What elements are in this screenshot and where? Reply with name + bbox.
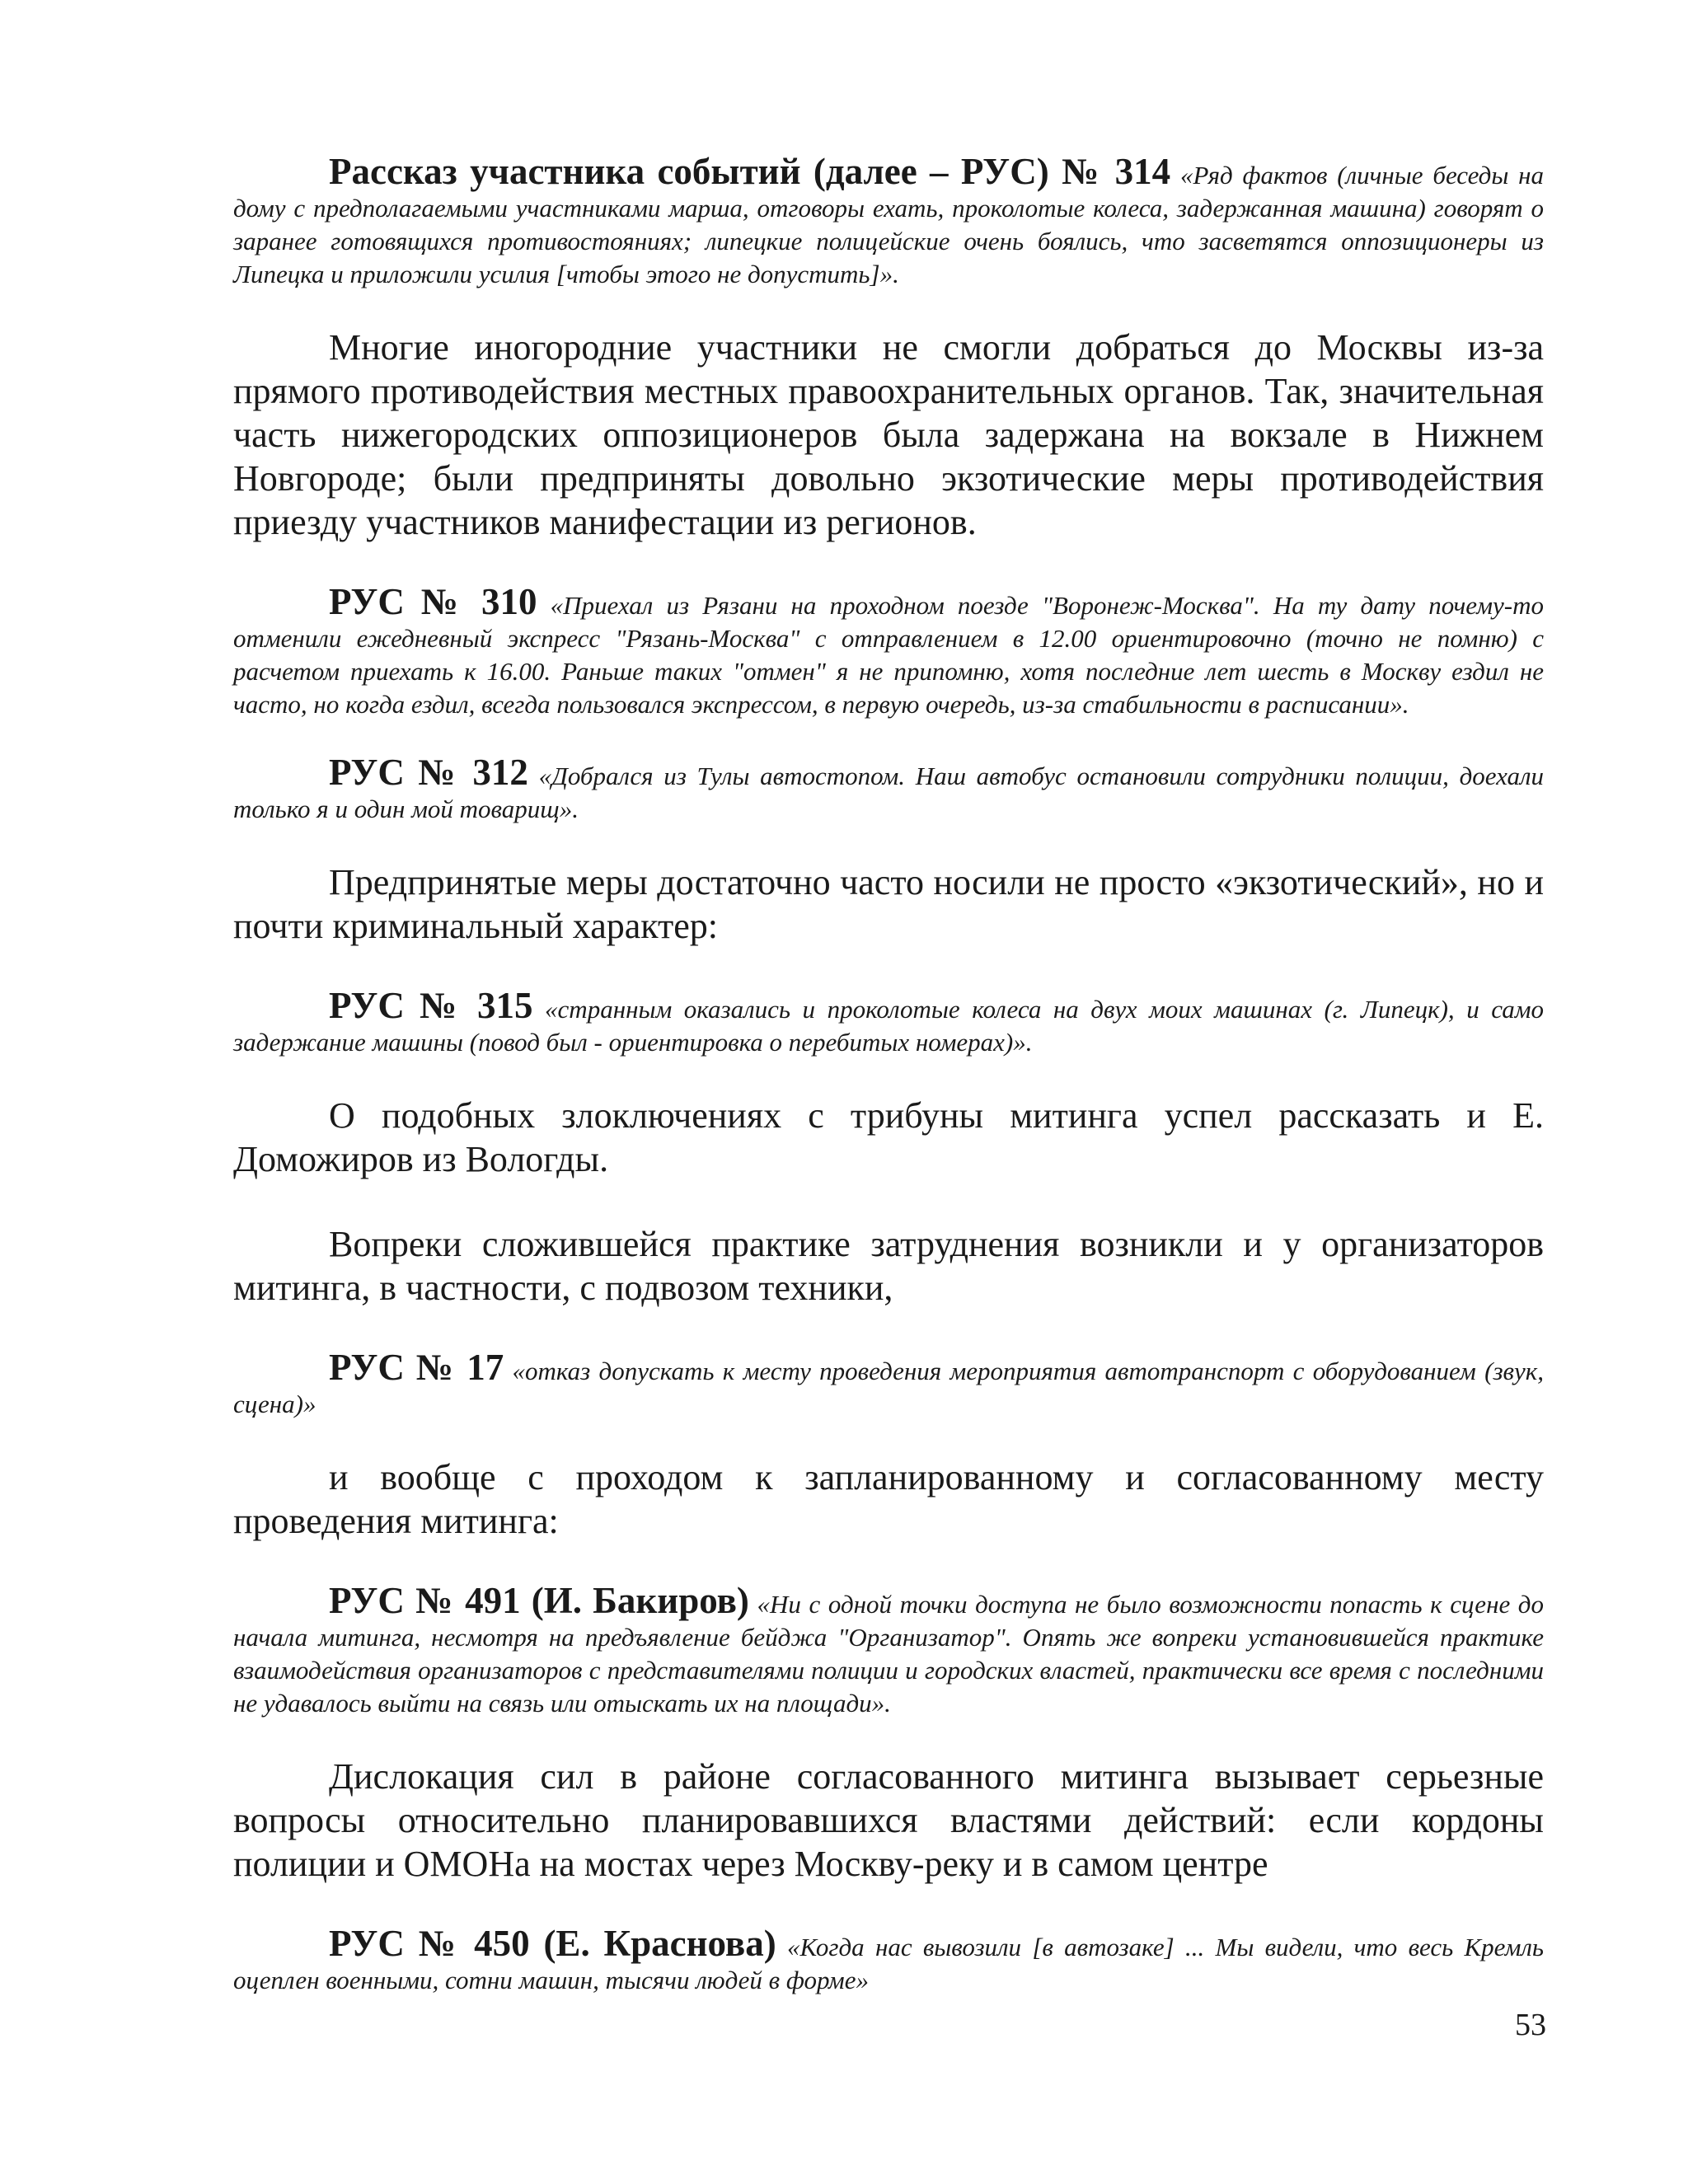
testimony-id: РУС № 315: [329, 985, 533, 1026]
testimony-quote: [233, 581, 1544, 721]
testimony-id: РУС № 310: [329, 581, 537, 622]
testimony-text: «странным оказались и проколотые колеса на двух моих машинах (г. Липецк), и само задержание машины (повод был - ориентировка о перебитых номерах)».: [233, 995, 1545, 1057]
testimony-id: Рассказ участника событий (далее – РУС) № 314: [329, 151, 1171, 192]
page-number: 53: [1515, 2008, 1546, 2042]
testimony-text: «Ряд фактов (личные беседы на дому с предполагаемыми участниками марша, отговоры ехать, проколотые колеса, задержанная машина) говорят о заранее готовящихся противостояниях; липецкие полицейские очень боялись, что засветятся оппозиционеры из Липецка и приложили усилия [чтобы этого не допустить]».: [233, 161, 1545, 288]
testimony-id: РУС № 491 (И. Бакиров): [329, 1580, 749, 1621]
testimony-text: «Приехал из Рязани на проходном поезде "Воронеж-Москва". На ту дату почему-то отменили ежедневный экспресс "Рязань-Москва" с отправлением в 12.00 ориентировочно (точно не помню) с расчетом приехать к 16.00. Раньше таких "отмен" я не припомню, хотя последние лет шесть в Москву ездил не часто, но когда ездил, всегда пользовался экспрессом, в первую очередь, из-за стабильности в расписании».: [233, 591, 1544, 719]
testimony-id: РУС № 312: [329, 752, 528, 793]
testimony-quote: [233, 1580, 1544, 1720]
body-paragraph: Предпринятые меры достаточно часто носили не просто «экзотический», но и почти криминальный характер:: [233, 862, 1544, 946]
testimony-text: «отказ допускать к месту проведения мероприятия автотранспорт с оборудованием (звук, сцена)»: [233, 1357, 1545, 1418]
body-paragraph: О подобных злоключениях с трибуны митинга успел рассказать и Е. Доможиров из Вологды.: [233, 1095, 1544, 1179]
testimony-id: РУС № 450 (Е. Краснова): [329, 1923, 776, 1964]
testimony-quote: [233, 752, 1545, 826]
testimony-quote: [233, 1347, 1545, 1421]
page-body: [233, 151, 1545, 1997]
body-paragraph: Вопреки сложившейся практике затруднения возникли и у организаторов митинга, в частности, с подвозом техники,: [233, 1224, 1544, 1308]
testimony-id: РУС № 17: [329, 1347, 504, 1388]
body-paragraph: Дислокация сил в районе согласованного митинга вызывает серьезные вопросы относительно планировавшихся властями действий: если кордоны полиции и ОМОНа на мостах через Москву-реку и в самом центре: [233, 1756, 1544, 1884]
testimony-quote: [233, 1923, 1545, 1997]
testimony-text: «Когда нас вывозили [в автозаке] ... Мы видели, что весь Кремль оцеплен военными, сотни машин, тысячи людей в форме»: [233, 1933, 1545, 1994]
testimony-quote: [233, 151, 1545, 291]
body-paragraph: Многие иногородние участники не смогли добраться до Москвы из-за прямого противодействия местных правоохранительных органов. Так, значительная часть нижегородских оппозиционеров была задержана на вокзале в Нижнем Новгороде; были предприняты довольно экзотические меры противодействия приезду участников манифестации из регионов.: [233, 327, 1544, 542]
testimony-quote: [233, 985, 1545, 1059]
testimony-text: «Добрался из Тулы автостопом. Наш автобус остановили сотрудники полиции, доехали только я и один мой товарищ».: [233, 762, 1545, 823]
body-paragraph: и вообще с проходом к запланированному и согласованному месту проведения митинга:: [233, 1457, 1544, 1541]
testimony-text: «Ни с одной точки доступа не было возможности попасть к сцене до начала митинга, несмотря на предъявление бейджа "Организатор". Опять же вопреки установившейся практике взаимодействия организаторов с представителями полиции и городских властей, практически все время с последними не удавалось выйти на связь или отыскать их на площади».: [233, 1590, 1544, 1718]
